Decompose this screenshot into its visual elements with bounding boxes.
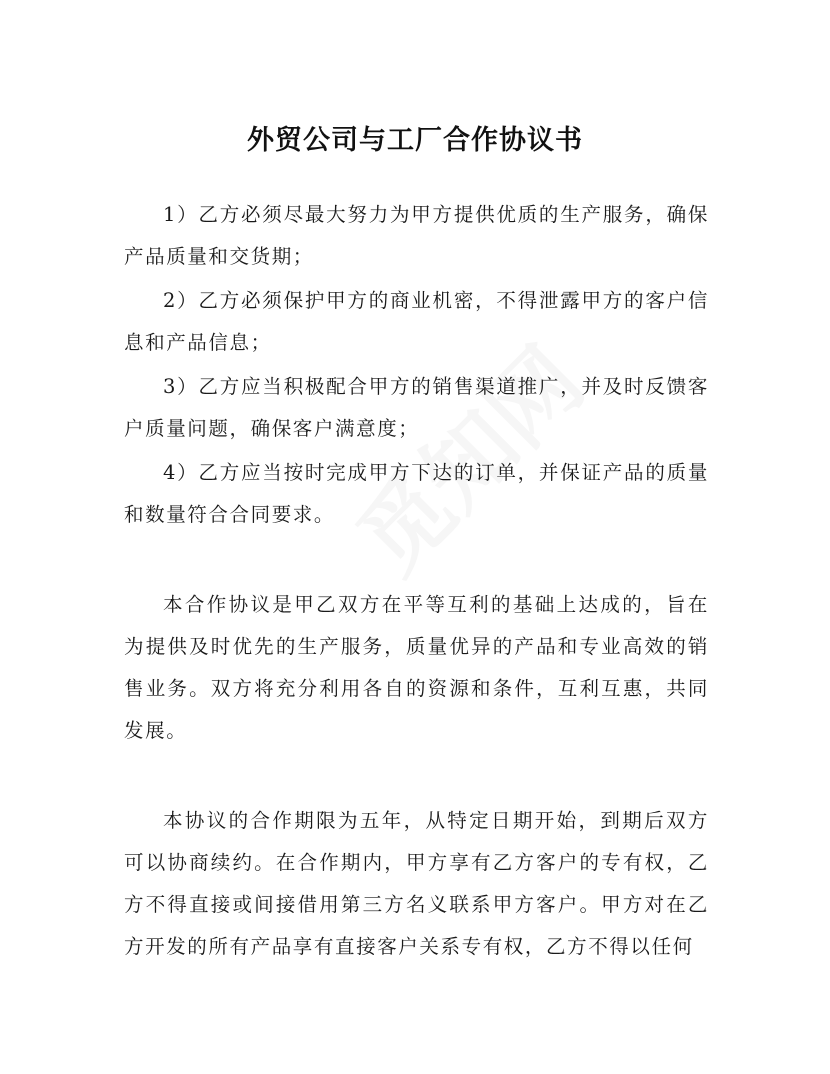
obligation-item: 3）乙方应当积极配合甲方的销售渠道推广，并及时反馈客户质量问题，确保客户满意度； bbox=[124, 375, 709, 440]
intro-paragraph: 本合作协议是甲乙双方在平等互利的基础上达成的，旨在为提供及时优先的生产服务，质量优异的产品和专业高效的销售业务。双方将充分利用各自的资源和条件，互利互惠，共同发展。 bbox=[124, 593, 709, 742]
obligation-item: 4）乙方应当按时完成甲方下达的订单，并保证产品的质量和数量符合合同要求。 bbox=[124, 461, 709, 526]
obligation-item: 1）乙方必须尽最大努力为甲方提供优质的生产服务，确保产品质量和交货期； bbox=[124, 203, 709, 268]
term-paragraph: 本协议的合作期限为五年，从特定日期开始，到期后双方可以协商续约。在合作期内，甲方享有乙方客户的专有权，乙方不得直接或间接借用第三方名义联系甲方客户。甲方对在乙方开发的所有产品享有直接客户关系专有权，乙方不得以任何 bbox=[124, 809, 709, 958]
document-title: 外贸公司与工厂合作协议书 bbox=[247, 125, 583, 157]
obligation-item: 2）乙方必须保护甲方的商业机密，不得泄露甲方的客户信息和产品信息； bbox=[124, 289, 709, 354]
